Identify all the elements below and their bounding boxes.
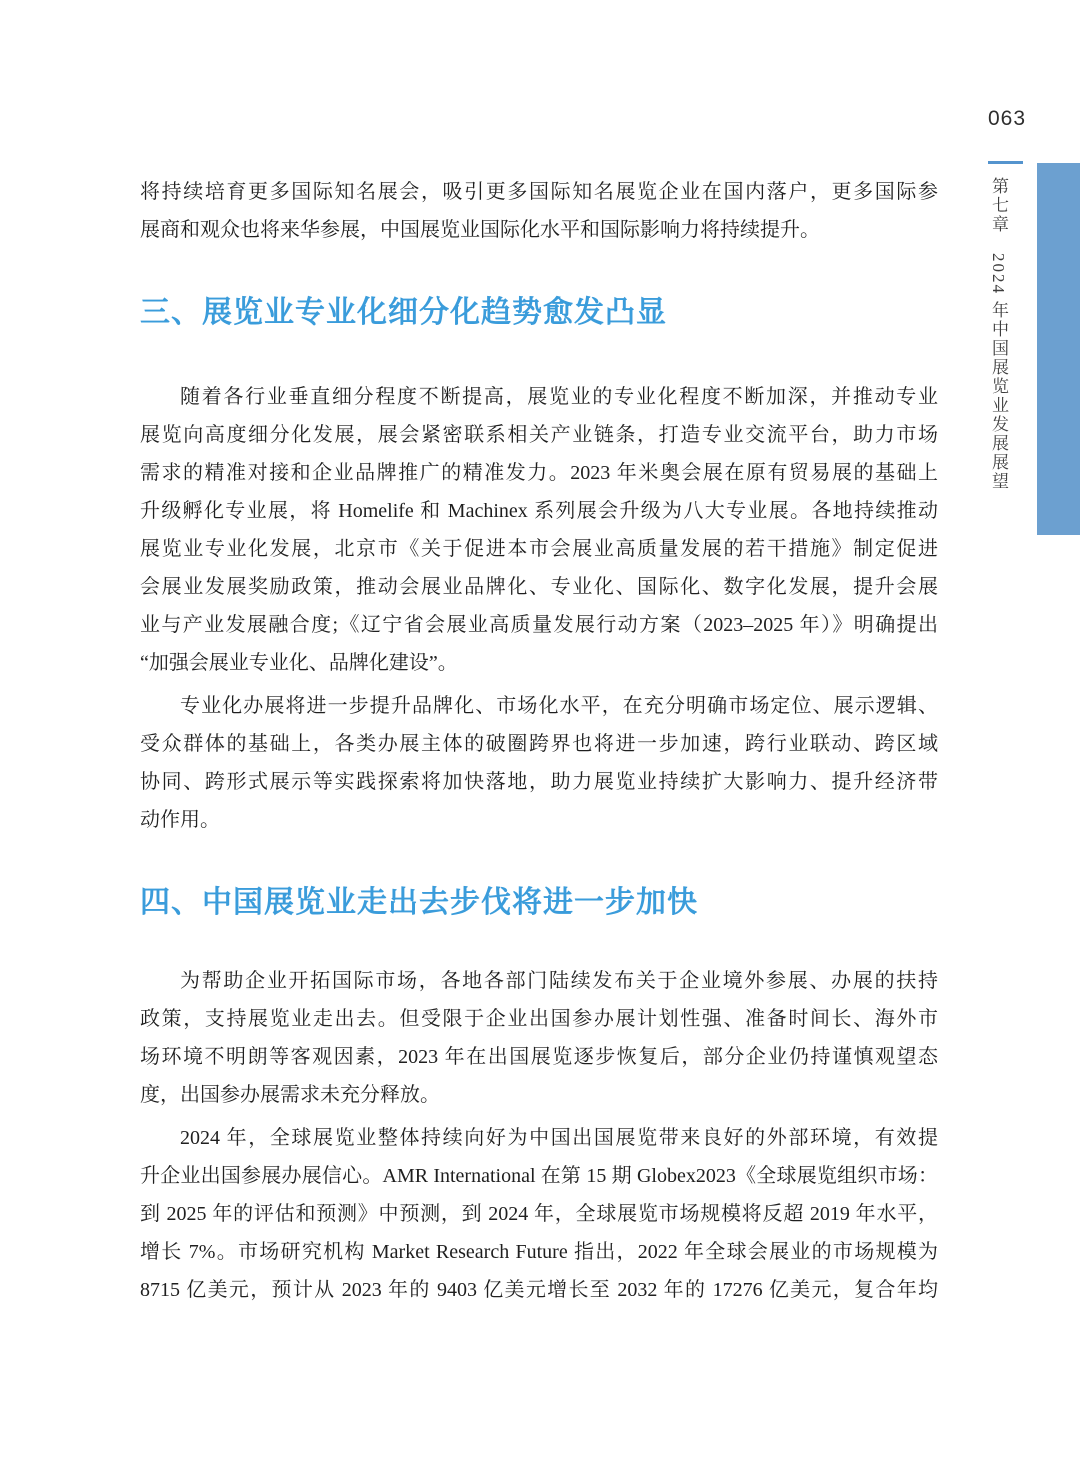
body-line: 展览向高度细分化发展，展会紧密联系相关产业链条，打造专业交流平台，助力市场 xyxy=(140,424,938,446)
chapter-sidebar-bar xyxy=(1037,163,1080,535)
body-line: 为帮助企业开拓国际市场，各地各部门陆续发布关于企业境外参展、办展的扶持 xyxy=(180,970,938,992)
body-line: 业与产业发展融合度;《辽宁省会展业高质量发展行动方案（2023–2025 年）》明确提出 xyxy=(140,614,938,636)
paragraph xyxy=(140,1119,938,1309)
body-line: 升级孵化专业展，将 Homelife 和 Machinex 系列展会升级为八大专业展。各地持续推动 xyxy=(140,500,938,522)
body-line: 需求的精准对接和企业品牌推广的精准发力。2023 年米奥会展在原有贸易展的基础上 xyxy=(140,462,938,484)
section-heading-4: 四、中国展览业走出去步伐将进一步加快 xyxy=(140,886,698,919)
paragraph xyxy=(140,962,938,1114)
body-line: 8715 亿美元，预计从 2023 年的 9403 亿美元增长至 2032 年的 17276 亿美元，复合年均 xyxy=(140,1279,938,1301)
body-line: 场环境不明朗等客观因素，2023 年在出国展览逐步恢复后，部分企业仍持谨慎观望态 xyxy=(140,1046,938,1068)
body-line: 专业化办展将进一步提升品牌化、市场化水平，在充分明确市场定位、展示逻辑、 xyxy=(180,695,938,717)
body-line: 展览业专业化发展，北京市《关于促进本市会展业高质量发展的若干措施》制定促进 xyxy=(140,538,938,560)
chapter-sidebar-label: 第七章 2024 年中国展览业发展展望 xyxy=(989,177,1008,492)
body-line: 2024 年，全球展览业整体持续向好为中国出国展览带来良好的外部环境，有效提 xyxy=(180,1127,938,1149)
body-line: 动作用。 xyxy=(140,809,220,831)
body-line: 随着各行业垂直细分程度不断提高，展览业的专业化程度不断加深，并推动专业 xyxy=(180,386,938,408)
body-line: 增长 7%。市场研究机构 Market Research Future 指出，2022 年全球会展业的市场规模为 xyxy=(140,1241,938,1263)
body-line: 到 2025 年的评估和预测》中预测，到 2024 年，全球展览市场规模将反超 2019 年水平， xyxy=(140,1203,938,1225)
page-number-rule xyxy=(988,161,1023,164)
body-line: 度，出国参办展需求未充分释放。 xyxy=(140,1084,440,1106)
body-line: 将持续培育更多国际知名展会，吸引更多国际知名展览企业在国内落户，更多国际参 xyxy=(140,181,938,203)
body-line: “加强会展业专业化、品牌化建设”。 xyxy=(140,652,458,674)
paragraph xyxy=(140,687,938,839)
intro-paragraph xyxy=(140,173,938,249)
body-line: 升企业出国参展办展信心。AMR International 在第 15 期 Globex2023《全球展览组织市场： xyxy=(140,1165,938,1187)
body-line: 展商和观众也将来华参展，中国展览业国际化水平和国际影响力将持续提升。 xyxy=(140,219,820,241)
paragraph xyxy=(140,378,938,682)
page-number: 063 xyxy=(988,107,1027,130)
body-line: 受众群体的基础上，各类办展主体的破圈跨界也将进一步加速，跨行业联动、跨区域 xyxy=(140,733,938,755)
body-line: 协同、跨形式展示等实践探索将加快落地，助力展览业持续扩大影响力、提升经济带 xyxy=(140,771,938,793)
section-heading-3: 三、展览业专业化细分化趋势愈发凸显 xyxy=(140,296,667,329)
body-line: 会展业发展奖励政策，推动会展业品牌化、专业化、国际化、数字化发展，提升会展 xyxy=(140,576,938,598)
main-text-column xyxy=(140,173,938,1309)
body-line: 政策，支持展览业走出去。但受限于企业出国参办展计划性强、准备时间长、海外市 xyxy=(140,1008,938,1030)
